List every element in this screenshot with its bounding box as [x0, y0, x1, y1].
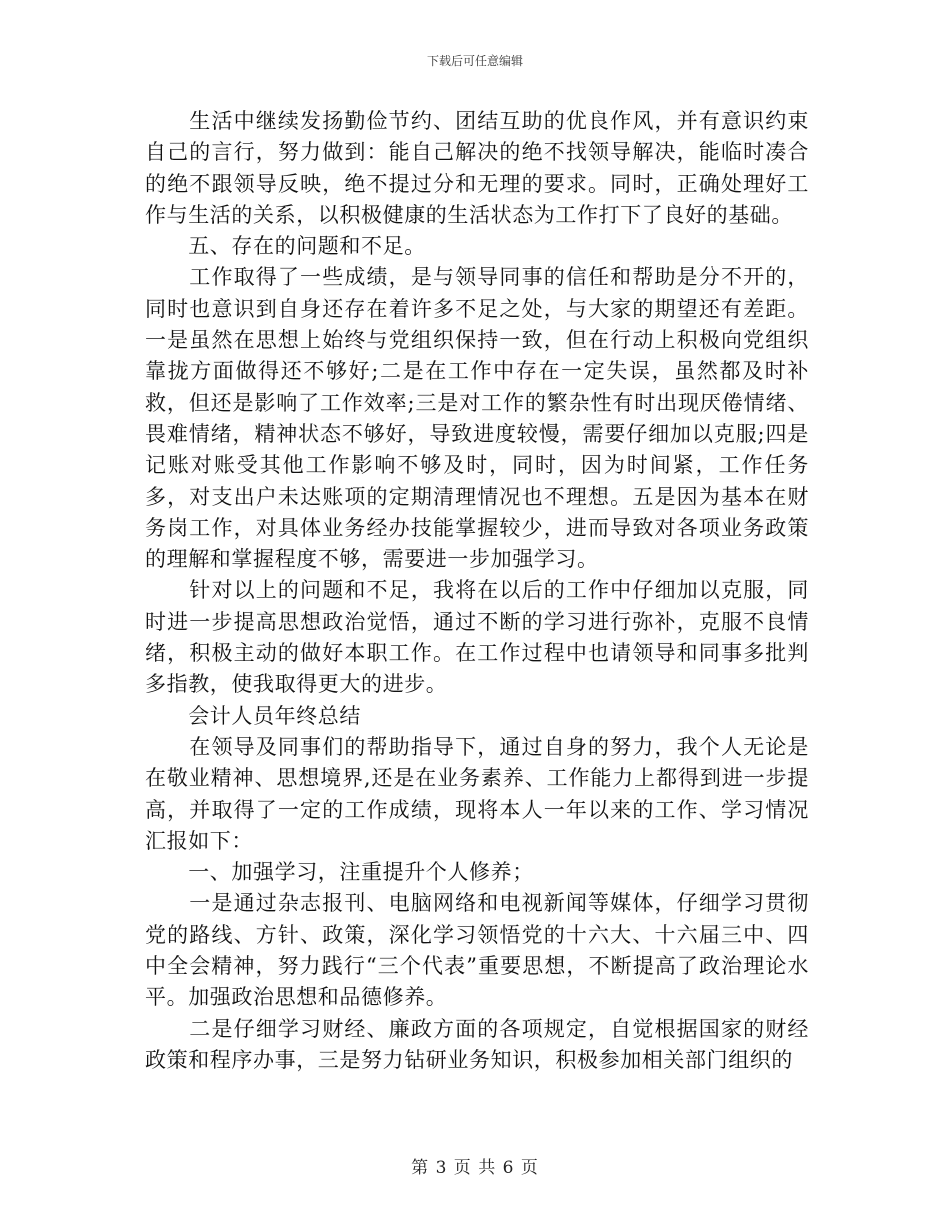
paragraph-7-heading: 一、加强学习，注重提升个人修养；: [145, 860, 534, 885]
paragraph-9: 二是仔细学习财经、廉政方面的各项规定，自觉根据国家的财经政策和程序办事，三是努力钻研业务知识，积极参加相关部门组织的: [145, 1016, 809, 1072]
paragraph-8: 一是通过杂志报刊、电脑网络和电视新闻等媒体，仔细学习贯彻党的路线、方针、政策，深化学习领悟党的十六大、十六届三中、四中全会精神，努力践行“三个代表”重要思想，不断提高了政治理论水平。加强政治思想和品德修养。: [145, 891, 809, 1010]
paragraph-1: 生活中继续发扬勤俭节约、团结互助的优良作风，并有意识约束自己的言行，努力做到：能自己解决的绝不找领导解决，能临时凑合的绝不跟领导反映，绝不提过分和无理的要求。同时，正确处理好工作与生活的关系，以积极健康的生活状态为工作打下了良好的基础。: [145, 109, 809, 227]
document-body: [145, 106, 809, 1076]
paragraph-4: 针对以上的问题和不足，我将在以后的工作中仔细加以克服，同时进一步提高思想政治觉悟，通过不断的学习进行弥补，克服不良情绪，积极主动的做好本职工作。在工作过程中也请领导和同事多批判多指教，使我取得更大的进步。: [145, 578, 809, 697]
paragraph-6: 在领导及同事们的帮助指导下，通过自身的努力，我个人无论是在敬业精神、思想境界,还是在业务素养、工作能力上都得到进一步提高，并取得了一定的工作成绩，现将本人一年以来的工作、学习情况汇报如下：: [145, 734, 809, 853]
paragraph-5-heading: 会计人员年终总结: [145, 703, 361, 728]
paragraph-3: 工作取得了一些成绩，是与领导同事的信任和帮助是分不开的，同时也意识到自身还存在着许多不足之处，与大家的期望还有差距。一是虽然在思想上始终与党组织保持一致，但在行动上积极向党组织靠拢方面做得还不够好;二是在工作中存在一定失误，虽然都及时补救，但还是影响了工作效率;三是对工作的繁杂性有时出现厌倦情绪、畏难情绪，精神状态不够好，导致进度较慢，需要仔细加以克服;四是记账对账受其他工作影响不够及时，同时，因为时间紧，工作任务多，对支出户未达账项的定期清理情况也不理想。五是因为基本在财务岗工作，对具体业务经办技能掌握较少，进而导致对各项业务政策的理解和掌握程度不够，需要进一步加强学习。: [145, 265, 809, 572]
page-header: 下载后可任意编辑: [426, 54, 523, 68]
paragraph-2: 五、存在的问题和不足。: [145, 234, 426, 259]
page-footer: 第 3 页 共 6 页: [411, 1158, 539, 1178]
